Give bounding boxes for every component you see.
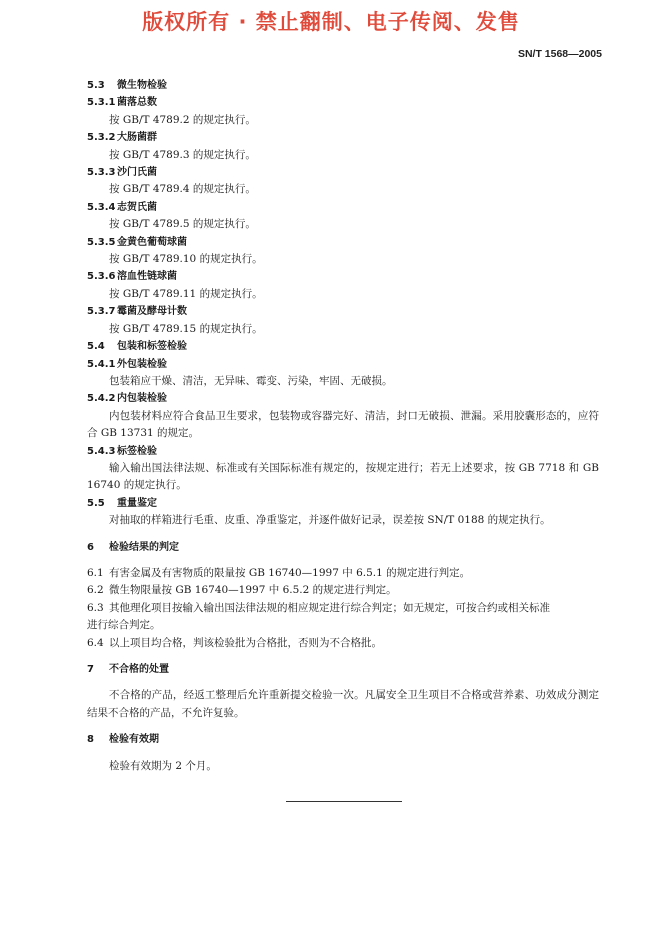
text-5-3-5: 按 GB/T 4789.10 的规定执行。: [109, 253, 263, 266]
text-5-4-1: 包装箱应干燥、清洁，无异味、霉变、污染，牢固、无破损。: [109, 374, 393, 387]
clause-6-4: 6.4 以上项目均合格，判该检验批为合格批，否则为不合格批。: [87, 636, 382, 649]
text-8: 检验有效期为 2 个月。: [109, 759, 217, 772]
text-5-4-2: 内包装材料应符合食品卫生要求，包装物或容器完好、清洁，封口无破损、泄漏。采用胶囊形态的，应符合 GB 13731 的规定。: [87, 409, 599, 440]
heading-5-4: 5.4 包装和标签检验: [87, 341, 187, 353]
text-5-5: 对抽取的样箱进行毛重、皮重、净重鉴定，并逐件做好记录，误差按 SN/T 0188 的规定执行。: [109, 514, 551, 527]
heading-8: 8 检验有效期: [87, 734, 159, 746]
clause-6-2: 6.2 微生物限量按 GB 16740—1997 中 6.5.2 的规定进行判定。: [87, 584, 397, 597]
document-body: [87, 77, 599, 775]
heading-5-3-7: 5.3.7 霉菌及酵母计数: [87, 306, 187, 318]
heading-5-3: 5.3 微生物检验: [87, 80, 167, 91]
text-5-3-1: 按 GB/T 4789.2 的规定执行。: [109, 113, 256, 126]
heading-5-4-1: 5.4.1 外包装检验: [87, 358, 167, 370]
text-5-3-4: 按 GB/T 4789.5 的规定执行。: [109, 218, 256, 231]
heading-5-4-2: 5.4.2 内包装检验: [87, 393, 167, 405]
text-7: 不合格的产品，经返工整理后允许重新提交检验一次。凡属安全卫生项目不合格或营养素、功效成分测定结果不合格的产品，不允许复验。: [87, 689, 599, 719]
heading-5-3-6: 5.3.6 溶血性链球菌: [87, 271, 177, 283]
heading-5-3-2: 5.3.2 大肠菌群: [87, 132, 157, 144]
clause-6-3-cont: 进行综合判定。: [87, 619, 161, 632]
text-5-3-2: 按 GB/T 4789.3 的规定执行。: [109, 148, 256, 161]
heading-6: 6 检验结果的判定: [87, 541, 179, 553]
heading-5-3-5: 5.3.5 金黄色葡萄球菌: [87, 236, 187, 248]
heading-5-3-3: 5.3.3 沙门氏菌: [87, 167, 157, 179]
text-5-3-3: 按 GB/T 4789.4 的规定执行。: [109, 183, 256, 196]
heading-7: 7 不合格的处置: [87, 664, 169, 675]
clause-6-3: 6.3 其他理化项目按输入输出国法律法规的相应规定进行综合判定；如无规定，可按合约或相关标准: [87, 601, 550, 614]
text-5-3-7: 按 GB/T 4789.15 的规定执行。: [109, 322, 263, 335]
end-of-document-rule: [286, 801, 402, 802]
text-5-4-3: 输入输出国法律法规、标准或有关国际标准有规定的，按规定进行；若无上述要求，按 GB 7718 和 GB 16740 的规定执行。: [87, 461, 599, 492]
heading-5-3-1: 5.3.1 菌落总数: [87, 97, 157, 109]
heading-5-5: 5.5 重量鉴定: [87, 497, 157, 509]
text-5-3-6: 按 GB/T 4789.11 的规定执行。: [109, 287, 263, 300]
heading-5-4-3: 5.4.3 标签检验: [87, 445, 157, 457]
heading-5-3-4: 5.3.4 志贺氏菌: [87, 201, 157, 213]
standard-number: SN/T 1568—2005: [517, 48, 602, 60]
clause-6-1: 6.1 有害金属及有害物质的限量按 GB 16740—1997 中 6.5.1 的规定进行判定。: [87, 566, 471, 579]
copyright-watermark: 版权所有 · 禁止翻制、电子传阅、发售: [142, 10, 520, 34]
